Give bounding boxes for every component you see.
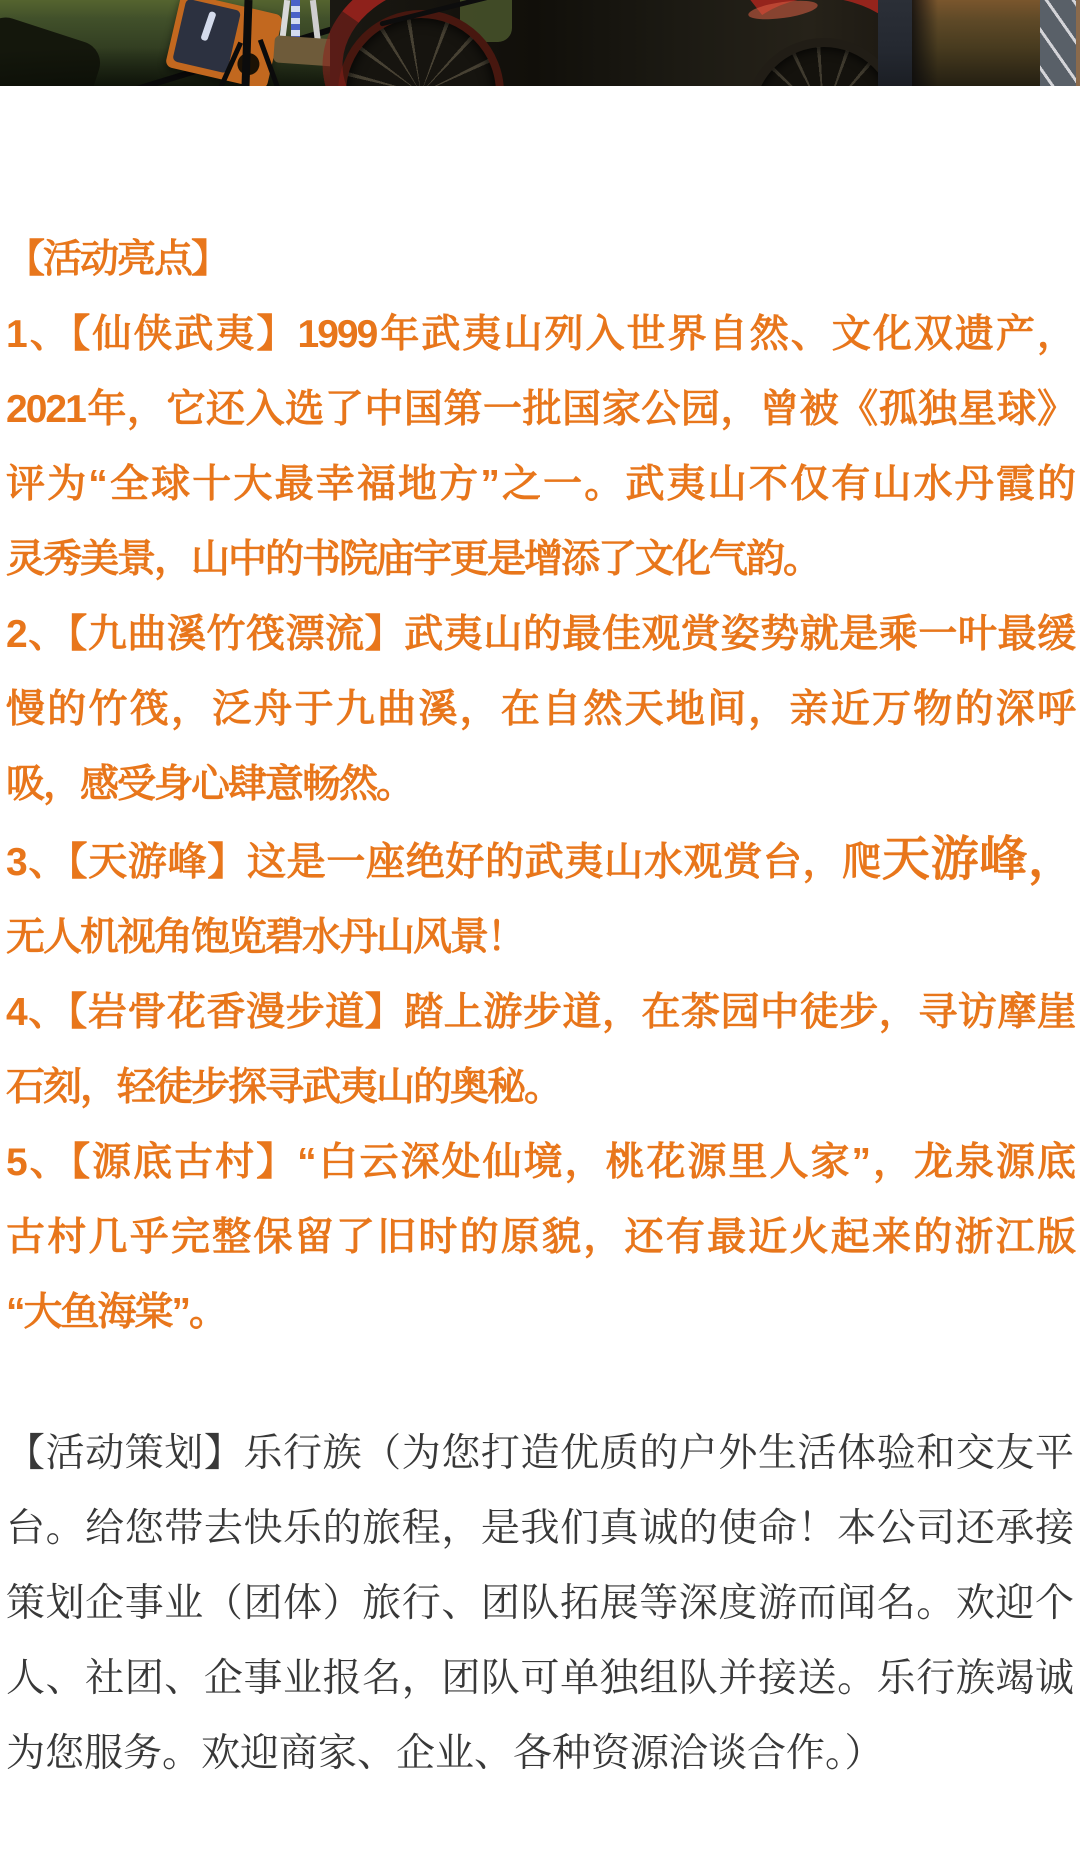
emphasized-peak-name: 天游峰， bbox=[881, 833, 1074, 886]
highlight-item-5 bbox=[6, 1125, 1074, 1350]
organizer-paragraph bbox=[6, 1416, 1074, 1791]
highlight-line: 评为“全球十大最幸福地方”之一。武夷山不仅有山水丹霞的 bbox=[6, 463, 1074, 506]
organizer-line: 为您服务。欢迎商家、企业、各种资源洽谈合作。） bbox=[6, 1732, 884, 1775]
photo-right-edge bbox=[1076, 0, 1080, 86]
highlight-line: “大鱼海棠”。 bbox=[6, 1291, 227, 1334]
photo-bystander-leg bbox=[878, 0, 912, 86]
highlight-line: 5、【源底古村】“白云深处仙境，桃花源里人家”，龙泉源底 bbox=[6, 1141, 1074, 1184]
photo-tent-ropes bbox=[1040, 0, 1076, 86]
highlight-line: 慢的竹筏，泛舟于九曲溪，在自然天地间，亲近万物的深呼 bbox=[6, 688, 1074, 731]
highlight-line: 2、【九曲溪竹筏漂流】武夷山的最佳观赏姿势就是乘一叶最缓 bbox=[6, 613, 1074, 656]
highlight-item-4 bbox=[6, 975, 1074, 1125]
highlight-item-3 bbox=[6, 822, 1074, 975]
highlight-line: 2021年，它还入选了中国第一批国家公园，曾被《孤独星球》 bbox=[6, 388, 1074, 431]
organizer-line: 台。给您带去快乐的旅程，是我们真诚的使命！本公司还承接 bbox=[6, 1507, 1074, 1550]
highlight-line: 吸，感受身心肆意畅然。 bbox=[6, 763, 414, 806]
highlight-item-1 bbox=[6, 297, 1074, 597]
photo-right-vignette bbox=[912, 0, 938, 86]
highlight-item-2 bbox=[6, 597, 1074, 822]
highlights-section bbox=[6, 222, 1074, 1350]
section-heading: 【活动亮点】 bbox=[6, 238, 229, 281]
highlight-line: 灵秀美景，山中的书院庙宇更是增添了文化气韵。 bbox=[6, 538, 821, 581]
organizer-line: 人、社团、企事业报名，团队可单独组队并接送。乐行族竭诚 bbox=[6, 1657, 1074, 1700]
header-photo[interactable] bbox=[0, 0, 1080, 86]
article-content bbox=[0, 222, 1080, 1791]
highlight-line bbox=[6, 822, 1074, 900]
highlight-line: 石刻，轻徒步探寻武夷山的奥秘。 bbox=[6, 1066, 562, 1109]
highlight-line: 4、【岩骨花香漫步道】踏上游步道，在茶园中徒步，寻访摩崖 bbox=[6, 991, 1074, 1034]
highlight-line: 古村几乎完整保留了旧时的原貌，还有最近火起来的浙江版 bbox=[6, 1216, 1074, 1259]
organizer-line: 策划企事业（团体）旅行、团队拓展等深度游而闻名。欢迎个 bbox=[6, 1582, 1074, 1625]
highlight-text: 3、【天游峰】这是一座绝好的武夷山水观赏台，爬 bbox=[6, 841, 882, 884]
highlight-line: 无人机视角饱览碧水丹山风景！ bbox=[6, 916, 525, 959]
organizer-line: 【活动策划】乐行族（为您打造优质的户外生活体验和交友平 bbox=[6, 1432, 1074, 1475]
highlight-line: 1、【仙侠武夷】1999年武夷山列入世界自然、文化双遗产， bbox=[6, 313, 1074, 356]
